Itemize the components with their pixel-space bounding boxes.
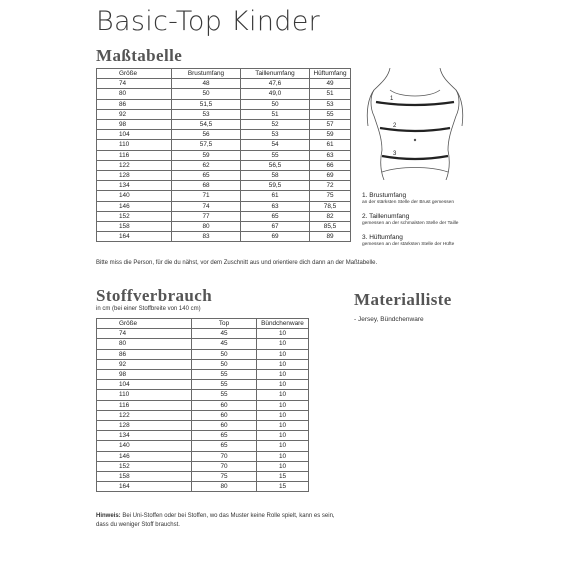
- size-chart-heading: Maßtabelle: [96, 46, 183, 65]
- table-row: [97, 339, 309, 349]
- table-cell: 80: [172, 222, 241, 232]
- table-cell: 60: [192, 421, 257, 431]
- table-row: [97, 461, 309, 471]
- table-row: [97, 431, 309, 441]
- fabric-heading: Stoffverbrauch: [96, 286, 213, 305]
- table-cell: 54,5: [172, 120, 241, 130]
- table-cell: 55: [192, 380, 257, 390]
- size-chart-table: [96, 68, 351, 242]
- table-cell: 72: [310, 181, 351, 191]
- table-cell: 55: [310, 109, 351, 119]
- table-cell: 122: [97, 160, 172, 170]
- size-chart-note: Bitte miss die Person, für die du nähst, vor dem Zuschnitt aus und orientiere dich dann an der Maßtabelle.: [96, 260, 378, 266]
- table-cell: 59: [310, 130, 351, 140]
- table-row: [97, 370, 309, 380]
- table-cell: 10: [257, 390, 309, 400]
- table-cell: 10: [257, 461, 309, 471]
- table-cell: 80: [192, 482, 257, 492]
- table-cell: 53: [310, 99, 351, 109]
- table-cell: 10: [257, 410, 309, 420]
- table-header-row: [97, 69, 351, 79]
- table-cell: 104: [97, 130, 172, 140]
- table-cell: 89: [310, 232, 351, 242]
- table-cell: 10: [257, 441, 309, 451]
- legend-label: 1. Brustumfang: [362, 192, 407, 199]
- page-title: Basic-Top Kinder: [96, 6, 321, 37]
- table-row: [97, 410, 309, 420]
- table-cell: 62: [172, 160, 241, 170]
- table-cell: 158: [97, 472, 192, 482]
- waist-measure-line: [380, 128, 450, 131]
- hip-measure-line: [382, 156, 448, 159]
- table-cell: 59,5: [241, 181, 310, 191]
- body-outline-right: [440, 68, 459, 180]
- table-cell: 82: [310, 211, 351, 221]
- table-cell: 53: [241, 130, 310, 140]
- table-cell: 55: [241, 150, 310, 160]
- table-row: [97, 160, 351, 170]
- table-cell: 50: [172, 89, 241, 99]
- table-cell: 104: [97, 380, 192, 390]
- table-cell: 77: [172, 211, 241, 221]
- table-cell: 51: [241, 109, 310, 119]
- table-row: [97, 441, 309, 451]
- table-cell: 74: [172, 201, 241, 211]
- table-cell: 10: [257, 349, 309, 359]
- table-row: [97, 130, 351, 140]
- table-row: [97, 390, 309, 400]
- table-cell: 158: [97, 222, 172, 232]
- table-header-row: [97, 319, 309, 329]
- table-cell: 10: [257, 400, 309, 410]
- table-row: [97, 89, 351, 99]
- table-cell: 51: [310, 89, 351, 99]
- table-cell: 65: [192, 431, 257, 441]
- table-row: [97, 472, 309, 482]
- legend-item: [362, 213, 522, 226]
- arm-left: [367, 90, 374, 126]
- table-cell: 56: [172, 130, 241, 140]
- table-row: [97, 79, 351, 89]
- table-row: [97, 421, 309, 431]
- table-cell: 70: [192, 451, 257, 461]
- table-cell: 53: [172, 109, 241, 119]
- table-cell: 56,5: [241, 160, 310, 170]
- table-cell: 92: [97, 359, 192, 369]
- table-cell: 110: [97, 140, 172, 150]
- table-row: [97, 201, 351, 211]
- table-cell: 152: [97, 211, 172, 221]
- table-row: [97, 211, 351, 221]
- table-cell: 86: [97, 349, 192, 359]
- figure-mark-3: 3: [393, 151, 397, 157]
- navel: [414, 139, 416, 141]
- table-cell: 57: [310, 120, 351, 130]
- bust-measure-line: [376, 102, 454, 105]
- table-cell: 65: [172, 171, 241, 181]
- table-cell: 48: [172, 79, 241, 89]
- table-row: [97, 109, 351, 119]
- column-header: Taillenumfang: [241, 69, 310, 79]
- table-cell: 57,5: [172, 140, 241, 150]
- table-cell: 61: [241, 191, 310, 201]
- table-cell: 50: [241, 99, 310, 109]
- table-cell: 128: [97, 421, 192, 431]
- table-row: [97, 140, 351, 150]
- materials-item: - Jersey, Bündchenware: [354, 316, 424, 323]
- table-cell: 61: [310, 140, 351, 150]
- table-cell: 98: [97, 120, 172, 130]
- fabric-note-label: Hinweis:: [96, 513, 121, 519]
- table-row: [97, 222, 351, 232]
- legend-label: 2. Taillenumfang: [362, 213, 410, 220]
- table-row: [97, 171, 351, 181]
- table-cell: 134: [97, 431, 192, 441]
- legend-desc: gemessen an der schmalsten Stelle der Taille: [362, 221, 459, 226]
- table-cell: 54: [241, 140, 310, 150]
- fabric-note-text: Bei Uni-Stoffen oder bei Stoffen, wo das Muster keine Rolle spielt, kann es sein, dass du weniger Stoff brauchst.: [96, 513, 335, 528]
- table-cell: 49,0: [241, 89, 310, 99]
- table-cell: 74: [97, 79, 172, 89]
- table-cell: 74: [97, 329, 192, 339]
- table-cell: 116: [97, 150, 172, 160]
- table-row: [97, 150, 351, 160]
- fabric-subheading: in cm (bei einer Stoffbreite von 140 cm): [96, 306, 201, 312]
- table-cell: 10: [257, 329, 309, 339]
- table-cell: 80: [97, 339, 192, 349]
- body-measurement-figure: [360, 68, 470, 180]
- table-cell: 69: [310, 171, 351, 181]
- figure-mark-2: 2: [393, 123, 397, 129]
- table-cell: 146: [97, 201, 172, 211]
- measurement-legend: [362, 192, 522, 255]
- table-cell: 15: [257, 482, 309, 492]
- table-cell: 67: [241, 222, 310, 232]
- table-cell: 60: [192, 400, 257, 410]
- table-cell: 10: [257, 431, 309, 441]
- table-cell: 45: [192, 339, 257, 349]
- table-cell: 50: [192, 349, 257, 359]
- table-cell: 83: [172, 232, 241, 242]
- arm-right: [456, 90, 463, 126]
- table-cell: 85,5: [310, 222, 351, 232]
- column-header: Brustumfang: [172, 69, 241, 79]
- table-cell: 146: [97, 451, 192, 461]
- table-cell: 10: [257, 359, 309, 369]
- table-cell: 140: [97, 191, 172, 201]
- table-cell: 10: [257, 339, 309, 349]
- table-cell: 47,6: [241, 79, 310, 89]
- table-row: [97, 120, 351, 130]
- materials-heading: Materialliste: [354, 290, 452, 309]
- legend-label: 3. Hüftumfang: [362, 234, 403, 241]
- body-outline-left: [371, 68, 390, 180]
- table-cell: 92: [97, 109, 172, 119]
- table-cell: 78,5: [310, 201, 351, 211]
- table-cell: 122: [97, 410, 192, 420]
- table-cell: 10: [257, 451, 309, 461]
- column-header: Größe: [97, 69, 172, 79]
- table-cell: 52: [241, 120, 310, 130]
- table-cell: 140: [97, 441, 192, 451]
- column-header: Top: [192, 319, 257, 329]
- column-header: Bündchenware: [257, 319, 309, 329]
- fabric-table: [96, 318, 309, 492]
- table-cell: 15: [257, 472, 309, 482]
- table-cell: 75: [310, 191, 351, 201]
- table-cell: 164: [97, 232, 172, 242]
- table-cell: 55: [192, 370, 257, 380]
- table-cell: 65: [241, 211, 310, 221]
- table-row: [97, 181, 351, 191]
- table-row: [97, 349, 309, 359]
- table-row: [97, 191, 351, 201]
- table-cell: 58: [241, 171, 310, 181]
- table-cell: 60: [192, 410, 257, 420]
- table-cell: 66: [310, 160, 351, 170]
- table-row: [97, 232, 351, 242]
- table-cell: 152: [97, 461, 192, 471]
- legend-item: [362, 192, 522, 205]
- table-row: [97, 482, 309, 492]
- chest-line: [390, 90, 440, 96]
- table-cell: 50: [192, 359, 257, 369]
- table-cell: 63: [310, 150, 351, 160]
- fabric-note: [96, 512, 336, 530]
- table-cell: 10: [257, 380, 309, 390]
- legend-desc: gemessen an der stärksten Stelle der Hüfte: [362, 242, 455, 247]
- table-cell: 51,5: [172, 99, 241, 109]
- table-cell: 70: [192, 461, 257, 471]
- legend-desc: an der stärksten Stelle der Brust gemessen: [362, 200, 454, 205]
- table-cell: 116: [97, 400, 192, 410]
- table-cell: 49: [310, 79, 351, 89]
- table-cell: 98: [97, 370, 192, 380]
- table-cell: 134: [97, 181, 172, 191]
- figure-mark-1: 1: [390, 96, 394, 102]
- table-cell: 10: [257, 421, 309, 431]
- table-cell: 63: [241, 201, 310, 211]
- column-header: Hüftumfang: [310, 69, 351, 79]
- table-row: [97, 329, 309, 339]
- table-cell: 128: [97, 171, 172, 181]
- table-row: [97, 400, 309, 410]
- table-cell: 71: [172, 191, 241, 201]
- table-cell: 75: [192, 472, 257, 482]
- table-cell: 10: [257, 370, 309, 380]
- table-cell: 45: [192, 329, 257, 339]
- table-cell: 164: [97, 482, 192, 492]
- table-cell: 69: [241, 232, 310, 242]
- table-cell: 110: [97, 390, 192, 400]
- table-row: [97, 359, 309, 369]
- table-cell: 65: [192, 441, 257, 451]
- column-header: Größe: [97, 319, 192, 329]
- table-cell: 86: [97, 99, 172, 109]
- table-cell: 80: [97, 89, 172, 99]
- table-cell: 55: [192, 390, 257, 400]
- legend-item: [362, 234, 522, 247]
- table-row: [97, 99, 351, 109]
- table-cell: 59: [172, 150, 241, 160]
- table-row: [97, 380, 309, 390]
- table-cell: 68: [172, 181, 241, 191]
- table-row: [97, 451, 309, 461]
- leg-line: [382, 168, 448, 173]
